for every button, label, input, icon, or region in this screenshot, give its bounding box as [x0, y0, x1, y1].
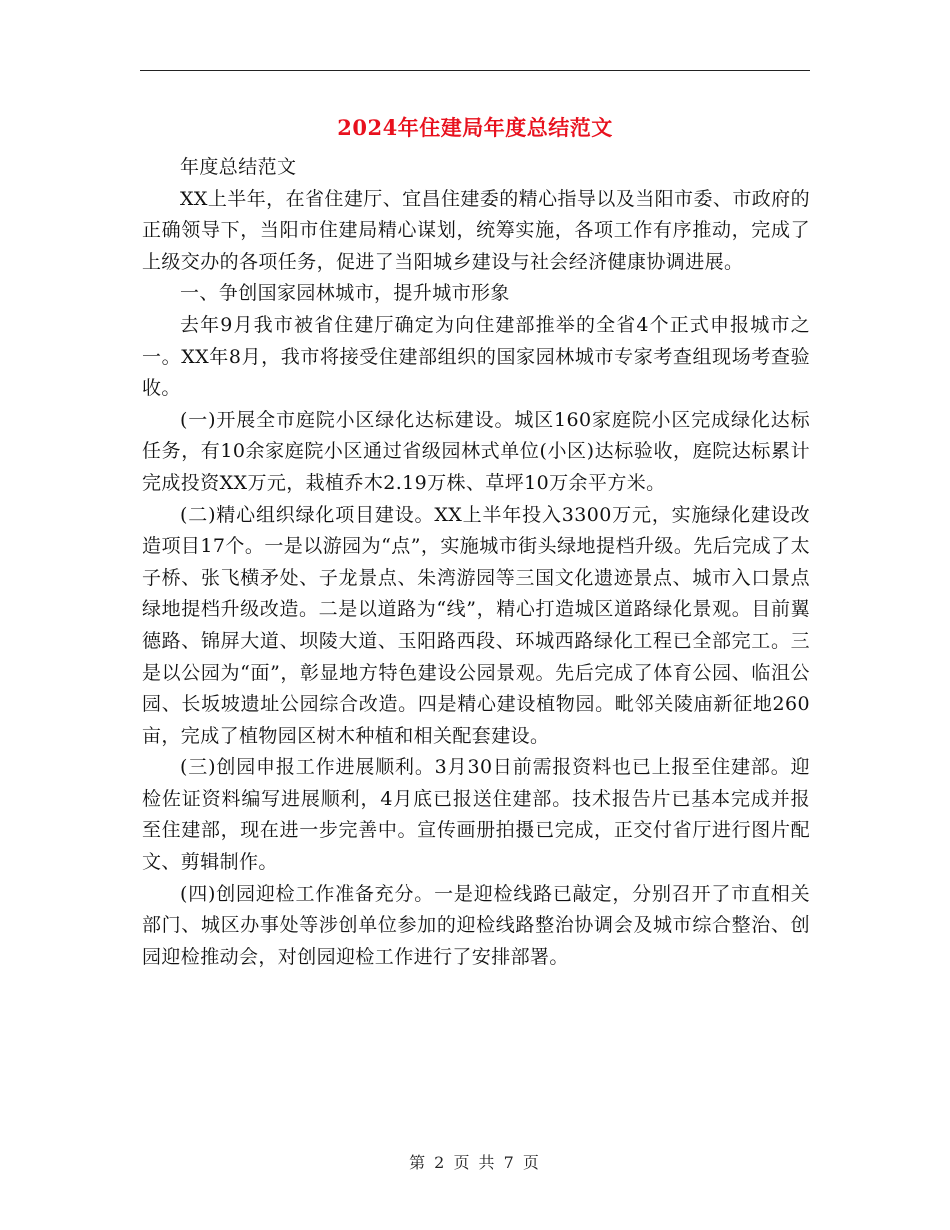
paragraph-item-2: (二)精心组织绿化项目建设。XX上半年投入3300万元，实施绿化建设改造项目17个。一是以游园为“点”，实施城市街头绿地提档升级。先后完成了太子桥、张飞横矛处、子龙景点、朱湾游园等三国文化遗迹景点、城市入口景点绿地提档升级改造。二是以道路为“线”，精心打造城区道路绿化景观。目前翼德路、锦屏大道、坝陵大道、玉阳路西段、环城西路绿化工程已全部完工。三是以公园为“面”，彰显地方特色建设公园景观。先后完成了体育公园、临沮公园、长坂坡遗址公园综合改造。四是精心建设植物园。毗邻关陵庙新征地260亩，完成了植物园区树木种植和相关配套建设。	[142, 503, 810, 747]
paragraph-application: 去年9月我市被省住建厅确定为向住建部推举的全省4个正式申报城市之一。XX年8月，我市将接受住建部组织的国家园林城市专家考查组现场考查验收。	[142, 313, 810, 400]
header-rule	[140, 70, 810, 71]
document-title: 2024年住建局年度总结范文	[337, 115, 613, 140]
paragraph-item-1: (一)开展全市庭院小区绿化达标建设。城区160家庭院小区完成绿化达标任务，有10余家庭院小区通过省级园林式单位(小区)达标验收，庭院达标累计完成投资XX万元，栽植乔木2.19万株、草坪10万余平方米。	[142, 408, 810, 494]
document-body	[142, 152, 810, 973]
section-heading-1: 一、争创国家园林城市，提升城市形象	[180, 282, 510, 305]
paragraph-subtitle: 年度总结范文	[180, 156, 297, 178]
paragraph-item-4: (四)创园迎检工作准备充分。一是迎检线路已敲定，分别召开了市直相关部门、城区办事处等涉创单位参加的迎检线路整治协调会及城市综合整治、创园迎检推动会，对创园迎检工作进行了安排部署。	[142, 882, 810, 968]
paragraph-item-3: (三)创园申报工作进展顺利。3月30日前需报资料也已上报至住建部。迎检佐证资料编写进展顺利，4月底已报送住建部。技术报告片已基本完成并报至住建部，现在进一步完善中。宣传画册拍摄已完成，正交付省厅进行图片配文、剪辑制作。	[142, 756, 810, 874]
page-number: 第 2 页 共 7 页	[409, 1153, 541, 1172]
paragraph-intro: XX上半年，在省住建厅、宜昌住建委的精心指导以及当阳市委、市政府的正确领导下，当阳市住建局精心谋划，统筹实施，各项工作有序推动，完成了上级交办的各项任务，促进了当阳城乡建设与社会经济健康协调进展。	[142, 187, 810, 273]
